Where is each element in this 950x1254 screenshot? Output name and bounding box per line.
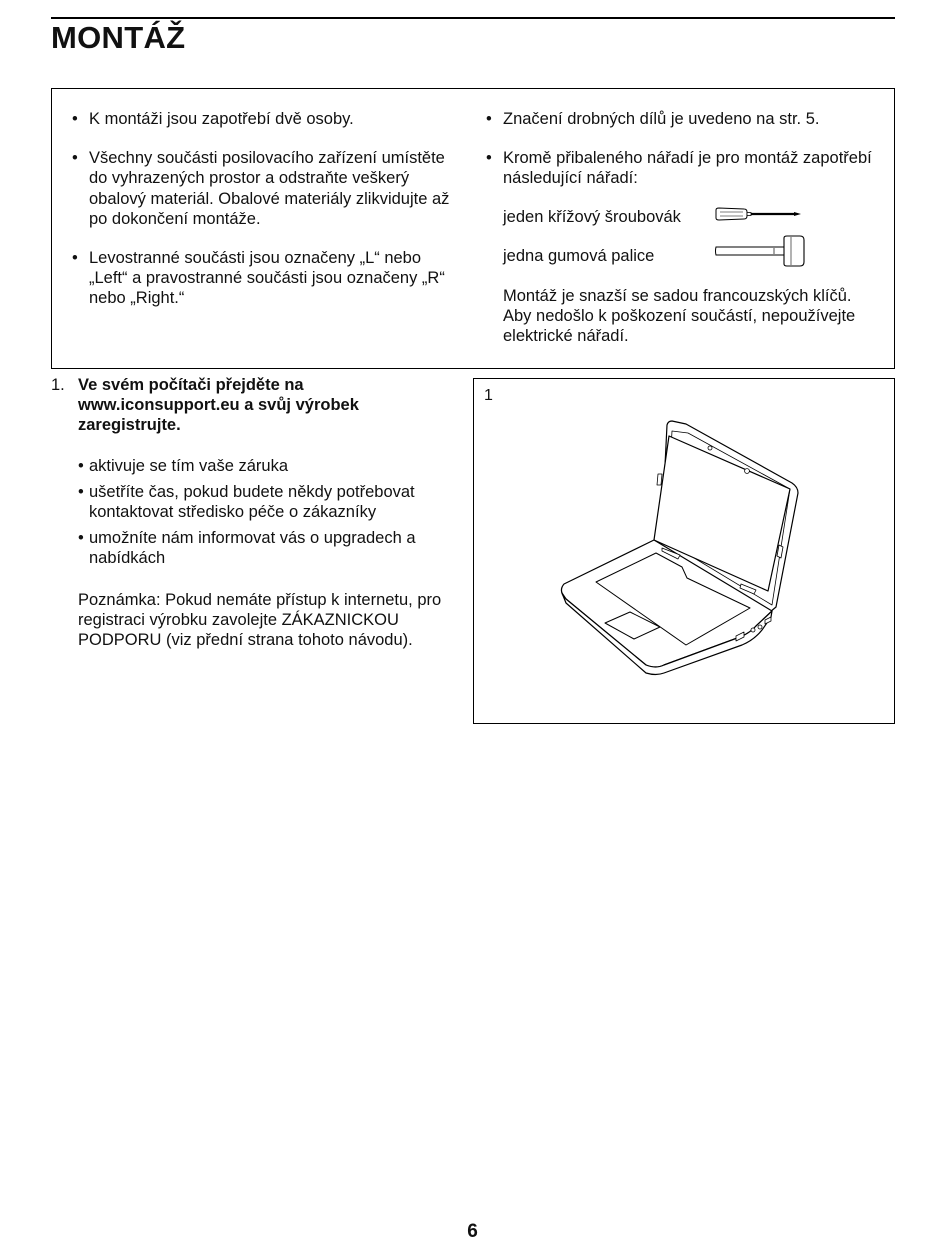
tool-note: Montáž je snazší se sadou francouzských klíčů. Aby nedošlo k poškození součástí, nepoužívejte elektrické nářadí. bbox=[503, 286, 856, 346]
screwdriver-icon bbox=[714, 206, 806, 222]
intro-bullet-text: Všechny součásti posilovacího zařízení umístěte do vyhrazených prostor a odstraňte veškerý obalový materiál. Obalové materiály zlikvidujte až po dokončení montáže. bbox=[89, 149, 450, 228]
intro-left-column bbox=[70, 109, 455, 328]
step-heading-text: Ve svém počítači přejděte na www.iconsupport.eu a svůj výrobek zaregistrujte. bbox=[78, 376, 359, 435]
page-title: MONTÁŽ bbox=[51, 20, 186, 55]
tool-label: jeden křížový šroubovák bbox=[503, 207, 681, 226]
list-item-text: ušetříte čas, pokud budete někdy potřebovat kontaktovat středisko péče o zákazníky bbox=[89, 482, 415, 522]
tool-row-mallet bbox=[484, 246, 879, 266]
intro-bullet: • Levostranné součásti jsou označeny „L“ nebo „Left“ a pravostranné součásti jsou označeny „R“ nebo „Right.“ bbox=[72, 249, 445, 308]
intro-bullet: • K montáži jsou zapotřebí dvě osoby. bbox=[72, 110, 354, 128]
step-number: 1. bbox=[51, 376, 65, 394]
intro-bullet-text: Levostranné součásti jsou označeny „L“ nebo „Left“ a pravostranné součásti jsou označeny „R“ nebo „Right.“ bbox=[89, 249, 445, 308]
intro-bullet-text: Kromě přibaleného nářadí je pro montáž zapotřebí následující nářadí: bbox=[503, 149, 872, 188]
step-benefits-list bbox=[51, 456, 451, 569]
list-item-text: aktivuje se tím vaše záruka bbox=[89, 456, 288, 475]
list-item: • ušetříte čas, pokud budete někdy potřebovat kontaktovat středisko péče o zákazníky bbox=[78, 482, 415, 522]
step-heading bbox=[51, 375, 451, 436]
intro-right-column bbox=[484, 109, 879, 346]
step-note: Poznámka: Pokud nemáte přístup k internetu, pro registraci výrobku zavolejte ZÁKAZNICKOU PODPORU (viz přední strana tohoto návodu). bbox=[78, 590, 442, 650]
intro-bullet: • Kromě přibaleného nářadí je pro montáž zapotřebí následující nářadí: bbox=[486, 149, 872, 188]
list-item: • umožníte nám informovat vás o upgradech a nabídkách bbox=[78, 529, 416, 568]
tool-label: jedna gumová palice bbox=[503, 246, 655, 265]
mallet-icon bbox=[714, 234, 809, 268]
figure-number: 1 bbox=[484, 387, 493, 404]
intro-box bbox=[51, 88, 895, 369]
top-rule bbox=[51, 17, 895, 19]
step-1 bbox=[51, 375, 451, 650]
intro-bullet: • Značení drobných dílů je uvedeno na str. 5. bbox=[486, 110, 820, 128]
list-item: • aktivuje se tím vaše záruka bbox=[78, 456, 288, 475]
page-number: 6 bbox=[467, 1221, 478, 1242]
tool-row-screwdriver bbox=[484, 207, 879, 227]
intro-bullet-text: Značení drobných dílů je uvedeno na str. 5. bbox=[503, 110, 820, 128]
laptop-icon bbox=[474, 379, 894, 723]
list-item-text: umožníte nám informovat vás o upgradech a nabídkách bbox=[89, 529, 416, 568]
figure-1 bbox=[473, 378, 895, 724]
intro-bullet-text: K montáži jsou zapotřebí dvě osoby. bbox=[89, 110, 354, 128]
intro-bullet: • Všechny součásti posilovacího zařízení umístěte do vyhrazených prostor a odstraňte veškerý obalový materiál. Obalové materiály zlikvidujte až po dokončení montáže. bbox=[72, 149, 450, 228]
